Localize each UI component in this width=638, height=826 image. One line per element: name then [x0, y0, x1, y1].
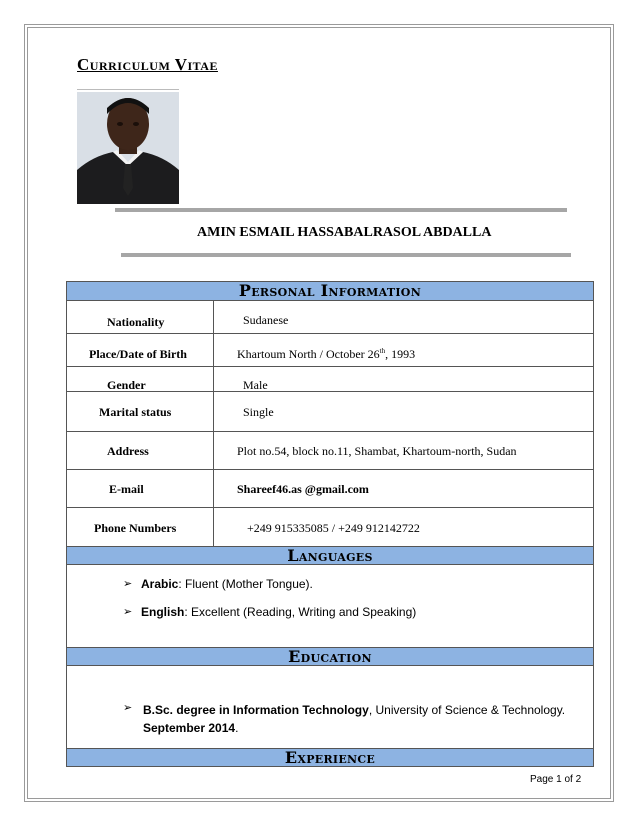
- section-header-education: Education: [67, 647, 593, 666]
- row-value: Sudanese: [243, 313, 289, 327]
- education-item: [143, 701, 593, 737]
- table-row-gender: [67, 367, 593, 392]
- education-institution: , University of Science & Technology.: [368, 703, 566, 717]
- profile-photo-illustration: [77, 92, 179, 204]
- section-header-languages: Languages: [67, 546, 593, 565]
- language-item-english: [141, 605, 416, 619]
- row-value: [237, 347, 415, 362]
- language-detail: Excellent (Reading, Writing and Speaking): [191, 605, 417, 619]
- arrowhead-bullet-icon: ➢: [123, 605, 133, 618]
- name-rule-bottom: [121, 253, 571, 257]
- page-number: Page 1 of 2: [530, 774, 582, 785]
- profile-photo: [77, 92, 179, 204]
- table-row-email: [67, 470, 593, 508]
- education-date-tail: .: [235, 721, 239, 735]
- row-label: Marital status: [99, 405, 172, 419]
- row-value: Male: [243, 378, 268, 392]
- photo-top-line: [77, 89, 179, 90]
- arrowhead-bullet-icon: ➢: [123, 701, 133, 714]
- row-label: Nationality: [107, 315, 165, 329]
- row-label: Gender: [107, 378, 146, 392]
- cv-title: Curriculum Vitae: [77, 55, 218, 74]
- language-sep: :: [178, 577, 186, 591]
- language-name: English: [141, 605, 185, 619]
- section-header-personal: Personal Information: [67, 281, 593, 301]
- row-value: Single: [243, 405, 274, 419]
- full-name: AMIN ESMAIL HASSABALRASOL ABDALLA: [197, 225, 492, 240]
- row-value: Plot no.54, block no.11, Shambat, Khartoum-north, Sudan: [237, 444, 517, 458]
- language-sep: :: [184, 605, 192, 619]
- table-row-birth: [67, 334, 593, 367]
- birth-value-tail: , 1993: [385, 347, 416, 361]
- cv-table: [66, 281, 594, 767]
- row-label: Phone Numbers: [94, 521, 177, 535]
- birth-value-sup: th: [379, 347, 386, 355]
- birth-value-text: Khartoum North / October 26: [237, 347, 380, 361]
- language-name: Arabic: [141, 577, 179, 591]
- row-label: Place/Date of Birth: [89, 347, 187, 361]
- name-rule-top: [115, 208, 567, 212]
- table-row-phone: [67, 508, 593, 547]
- table-row-marital: [67, 392, 593, 432]
- table-row-address: [67, 432, 593, 470]
- email-value: Shareef46.as @gmail.com: [237, 482, 369, 496]
- arrowhead-bullet-icon: ➢: [123, 577, 133, 590]
- row-label: Address: [107, 444, 149, 458]
- education-date: September 2014: [143, 721, 236, 735]
- table-row-nationality: [67, 301, 593, 334]
- language-item-arabic: [141, 577, 313, 591]
- row-label: E-mail: [109, 482, 144, 496]
- row-value: +249 915335085 / +249 912142722: [247, 521, 420, 535]
- section-header-experience: Experience: [67, 748, 593, 767]
- language-detail: Fluent (Mother Tongue).: [185, 577, 313, 591]
- education-degree: B.Sc. degree in Information Technology: [143, 703, 369, 717]
